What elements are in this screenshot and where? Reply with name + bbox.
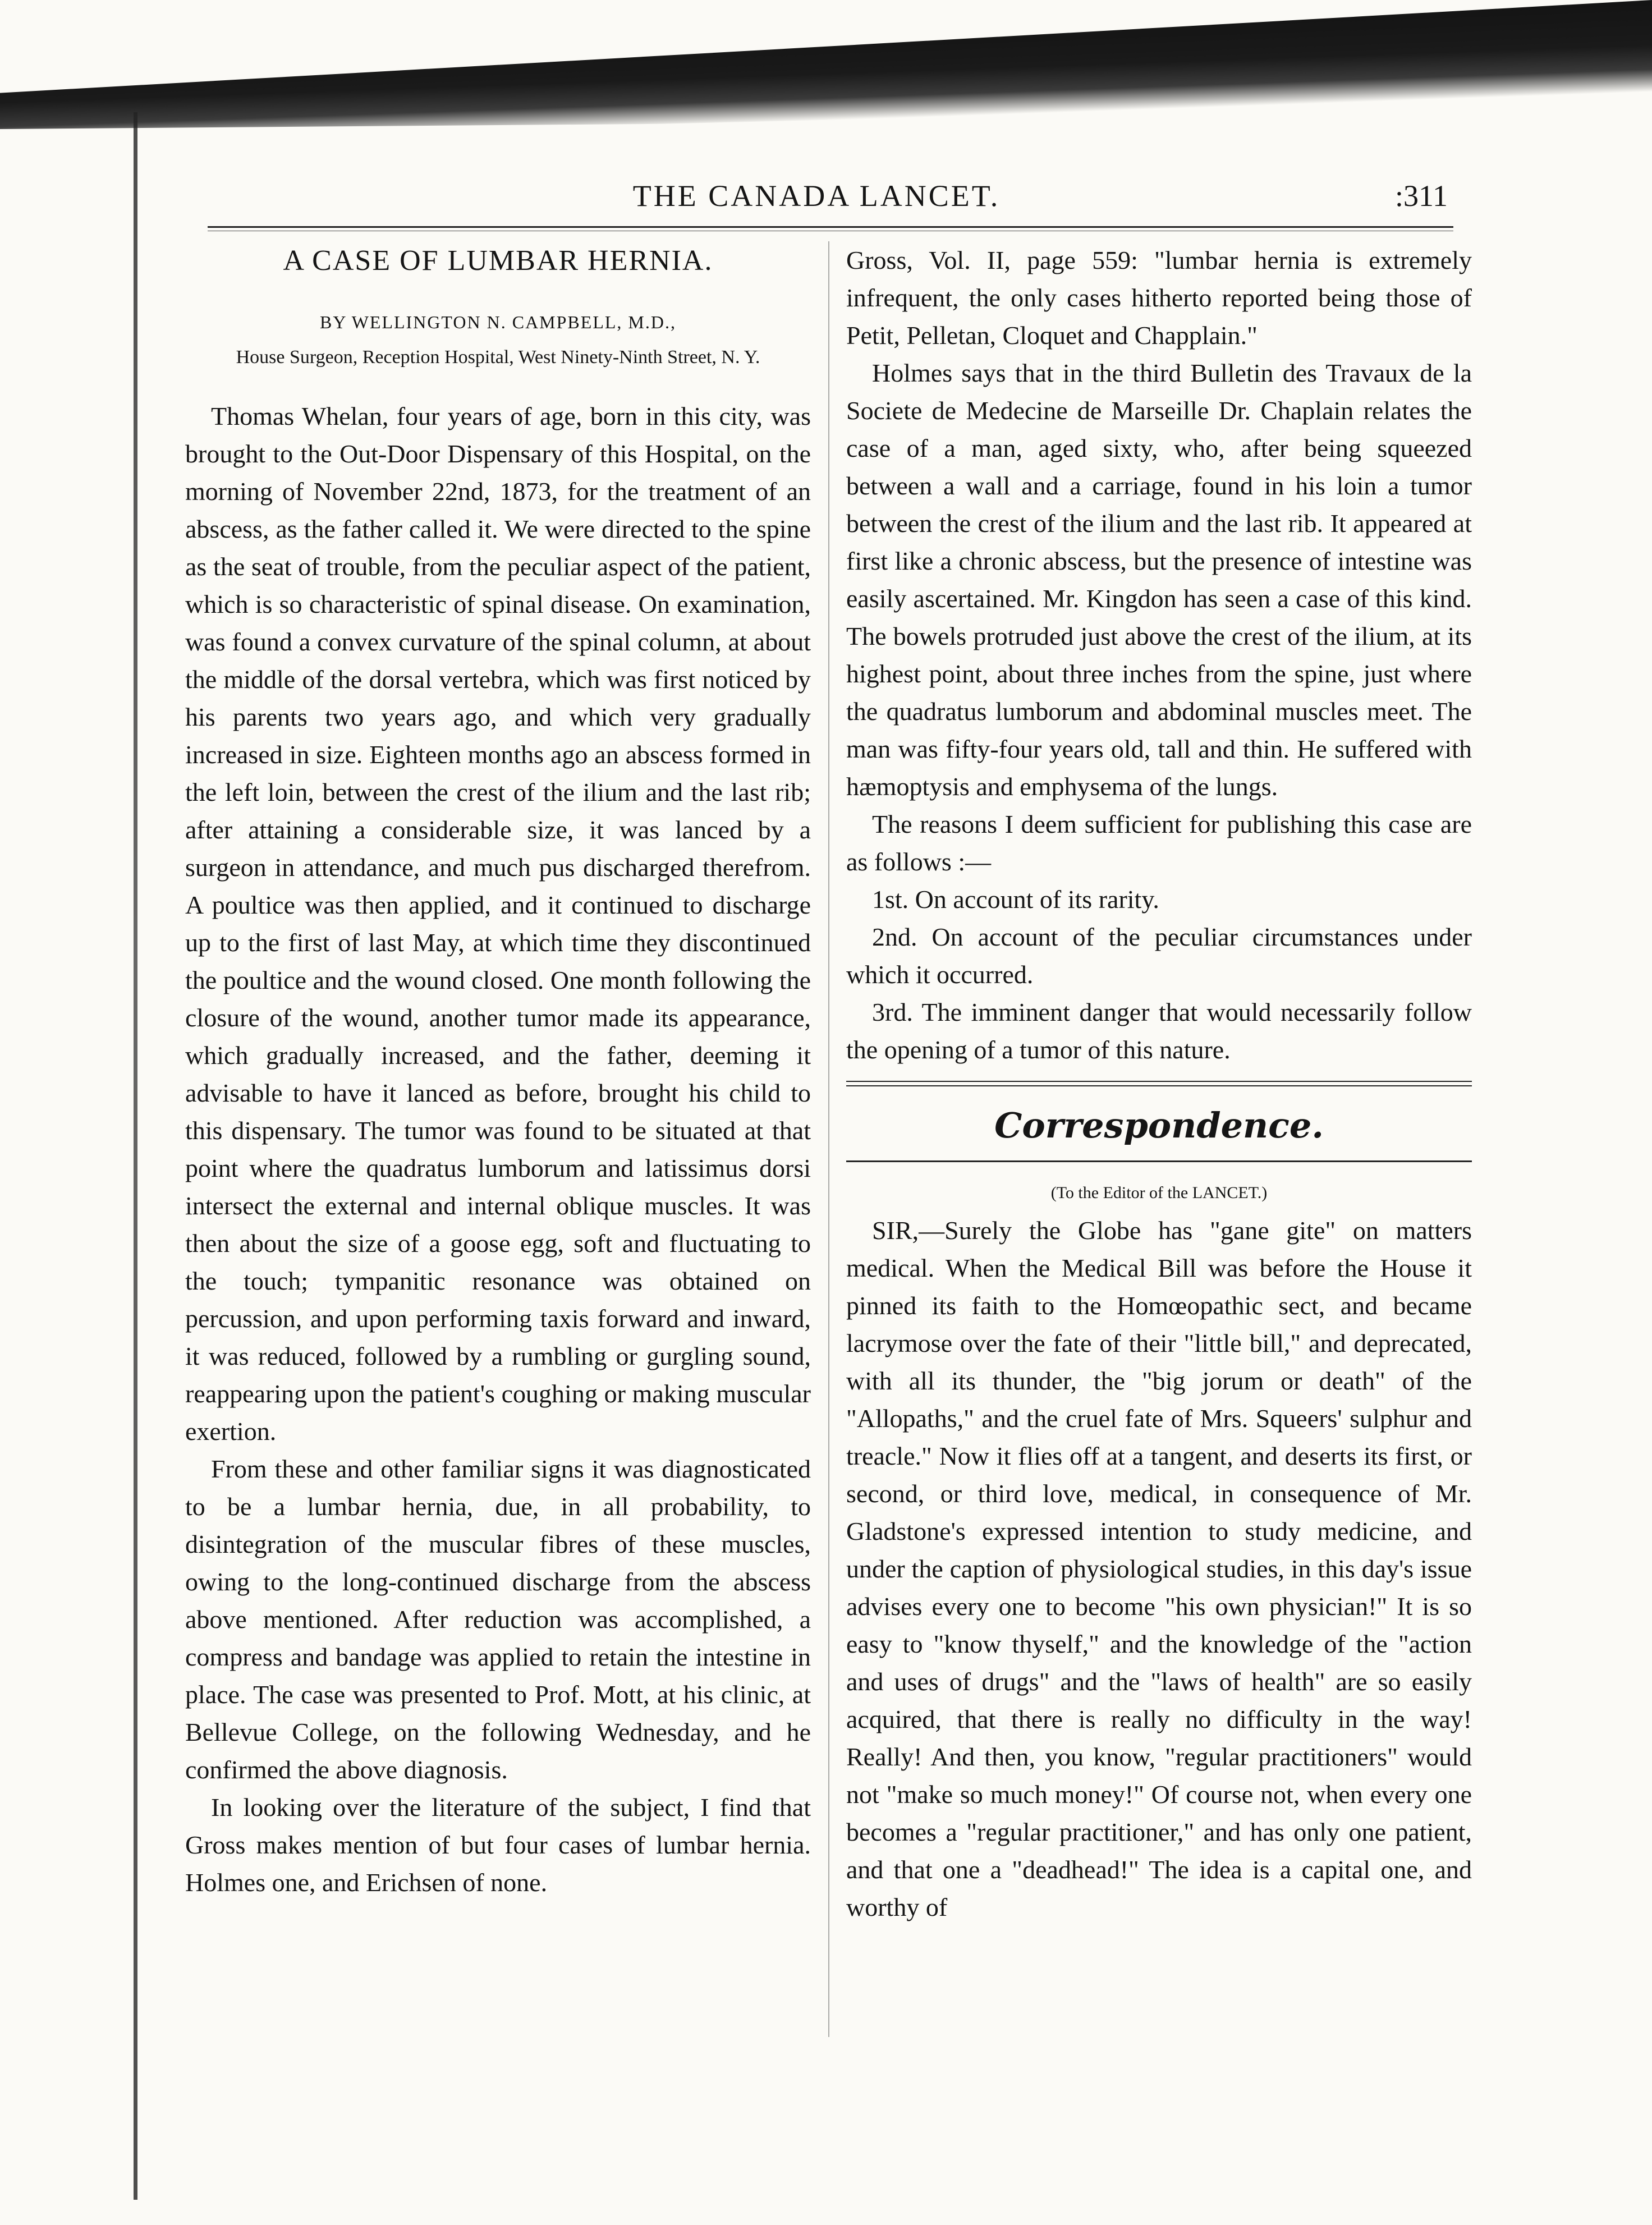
section-rule bbox=[846, 1160, 1472, 1162]
running-title: THE CANADA LANCET. bbox=[632, 179, 1001, 213]
column-divider bbox=[828, 241, 829, 2037]
article-paragraph: Thomas Whelan, four years of age, born in this city, was brought to the Out-Door Dispensary of this Hospital, on the morning of November 22nd, 1873, for the treatment of an abscess, as the father called it. We were directed to the spine as the seat of trouble, from the peculiar aspect of the patient, which is so characteristic of spinal disease. On examination, was found a convex curvature of the spinal column, at about the middle of the dorsal vertebra, which was first noticed by his parents two years ago, and which very gradually increased in size. Eighteen months ago an abscess formed in the left loin, between the crest of the ilium and the last rib; after attaining a considerable size, it was lanced by a surgeon in attendance, and much pus discharged therefrom. A poultice was then applied, and it continued to discharge up to the first of last May, at which time they discontinued the poultice and the wound closed. One month following the closure of the wound, another tumor made its appearance, which gradually increased, and the father, deeming it advisable to have it lanced as before, brought his child to this dispensary. The tumor was found to be situated at that point where the quadratus lumborum and latissimus dorsi intersect the external and internal oblique muscles. It was then about the size of a goose egg, soft and fluctuating to the touch; tympanitic resonance was obtained on percussion, and upon performing taxis forward and inward, it was reduced, followed by a rumbling or gurgling sound, reappearing upon the patient's coughing or making muscular exertion. bbox=[185, 402, 811, 1446]
article-paragraph: Holmes says that in the third Bulletin des Travaux de la Societe de Medecine de Marseille Dr. Chaplain relates the case of a man, aged sixty, who, after being squeezed between a wall and a carriage, found in his loin a tumor between the crest of the ilium and the last rib. It appeared at first like a chronic abscess, but the presence of intestine was easily ascertained. Mr. Kingdon has seen a case of this kind. The bowels protruded just above the crest of the ilium, at its highest point, about three inches from the spine, just where the quadratus lumborum and abdominal muscles meet. The man was fifty-four years old, tall and thin. He suffered with hæmoptysis and emphysema of the lungs. bbox=[846, 359, 1472, 801]
page-number: :311 bbox=[1395, 179, 1448, 213]
letter-text: SIR,—Surely the Globe has "gane gite" on matters medical. When the Medical Bill was before the House it pinned its faith to the Homœopathic sect, and became lacrymose over the fate of their "little bill," and deprecated, with all its thunder, the "big jorum or death" of the "Allopaths," and the cruel fate of Mrs. Squeers' sulphur and treacle." Now it flies off at a tangent, and deserts its first, or second, or third love, medical, in consequence of Mr. Gladstone's expressed intention to study medicine, and under the caption of physiological studies, in this day's issue advises every one to become "his own physician!" It is so easy to "know thyself," and the knowledge of the "action and uses of drugs" and the "laws of health" are so easily acquired, that there is really no difficulty in the way! Really! And then, you know, "regular practitioners" would not "make so much money!" Of course not, when every one becomes a "regular practitioner," and has only one patient, and that one a "deadhead!" The idea is a capital one, and worthy of bbox=[846, 1216, 1472, 1921]
right-column bbox=[846, 241, 1472, 2082]
left-column bbox=[185, 241, 811, 2082]
article-continuation: Gross, Vol. II, page 559: "lumbar hernia is extremely infrequent, the only cases hitherto reported being those of Petit, Pelletan, Cloquet and Chapplain." bbox=[846, 246, 1472, 350]
article-paragraph: The reasons I deem sufficient for publishing this case are as follows :— bbox=[846, 810, 1472, 876]
section-rule bbox=[846, 1081, 1472, 1086]
page-header bbox=[185, 178, 1448, 229]
author-affiliation: House Surgeon, Reception Hospital, West Ninety-Ninth Street, N. Y. bbox=[236, 347, 760, 368]
scan-top-edge bbox=[0, 0, 1652, 129]
reason-item: 2nd. On account of the peculiar circumstances under which it occurred. bbox=[846, 923, 1472, 989]
reason-item: 3rd. The imminent danger that would necessarily follow the opening of a tumor of this nature. bbox=[846, 998, 1472, 1064]
header-rule bbox=[208, 226, 1453, 231]
article-paragraph: From these and other familiar signs it was diagnosticated to be a lumbar hernia, due, in all probability, to disintegration of the muscular fibres of these muscles, owing to the long-continued discharge from the abscess above mentioned. After reduction was accomplished, a compress and bandage was applied to retain the intestine in place. The case was presented to Prof. Mott, at his clinic, at Bellevue College, on the following Wednesday, and he confirmed the above diagnosis. bbox=[185, 1455, 811, 1784]
article-paragraph: In looking over the literature of the subject, I find that Gross makes mention of but four cases of lumbar hernia. Holmes one, and Erichsen of none. bbox=[185, 1793, 811, 1897]
scan-binding-edge bbox=[134, 112, 137, 2200]
reason-item: 1st. On account of its rarity. bbox=[872, 885, 1159, 914]
section-heading: Correspondence. bbox=[994, 1105, 1324, 1146]
article-title: A CASE OF LUMBAR HERNIA. bbox=[283, 245, 713, 277]
editor-note: (To the Editor of the LANCET.) bbox=[1050, 1183, 1268, 1202]
author-byline: BY WELLINGTON N. CAMPBELL, M.D., bbox=[320, 312, 676, 332]
